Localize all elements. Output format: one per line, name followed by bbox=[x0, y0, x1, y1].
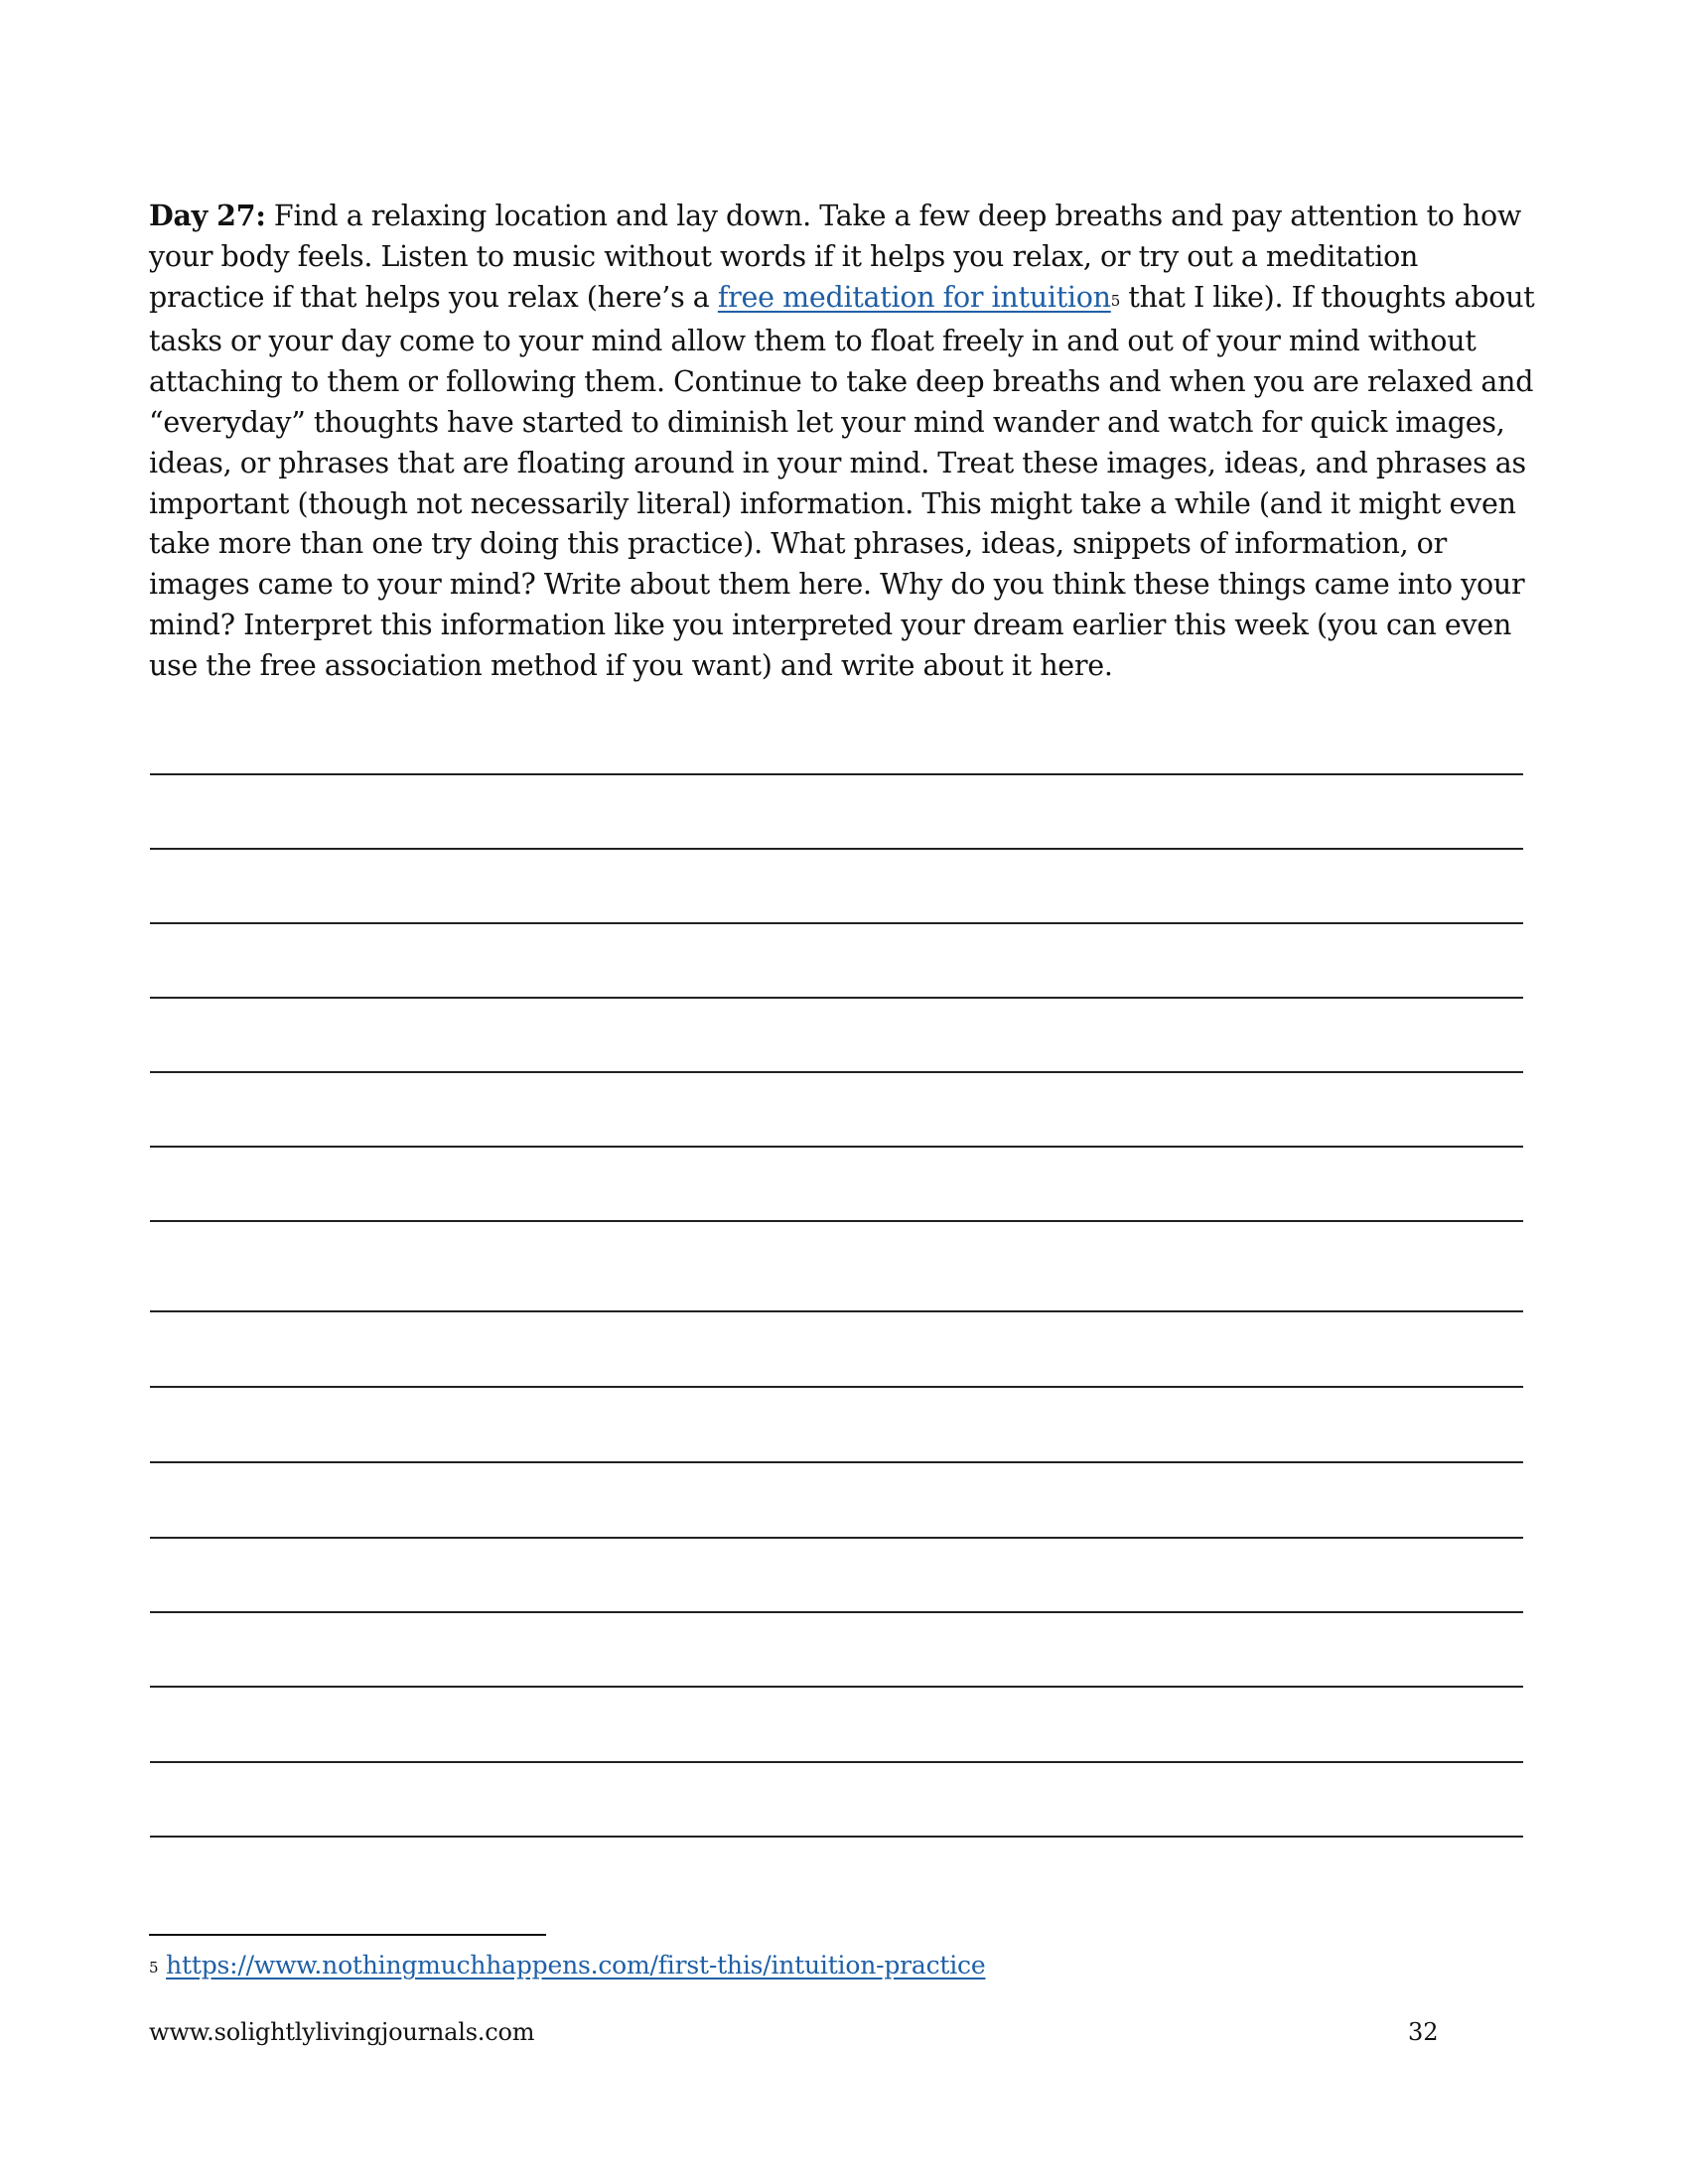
writing-line[interactable] bbox=[150, 1386, 1523, 1388]
writing-line[interactable] bbox=[150, 1761, 1523, 1763]
writing-line[interactable] bbox=[150, 1146, 1523, 1148]
writing-line[interactable] bbox=[150, 1220, 1523, 1222]
writing-line[interactable] bbox=[150, 922, 1523, 924]
writing-line[interactable] bbox=[150, 1537, 1523, 1539]
day-label: Day 27: bbox=[149, 199, 266, 232]
footnote bbox=[149, 1949, 985, 1985]
writing-line[interactable] bbox=[150, 1071, 1523, 1073]
page-number: 32 bbox=[1408, 2018, 1439, 2046]
writing-line[interactable] bbox=[150, 997, 1523, 999]
prompt-text-end: that I like). If thoughts about tasks or your day come to your mind allow them to float freely in and out of your mind without attaching to them or following them. Continue to take deep breaths and when you are relaxed and “everyday” thoughts have started to diminish let your mind wander and watch for quick images, ideas, or phrases that are floating around in your mind. Treat these images, ideas, and phrases as important (though not necessarily literal) information. This might take a while (and it might even take more than one try doing this practice). What phrases, ideas, snippets of information, or images came to your mind? Write about them here. Why do you think these things came into your mind? Interpret this information like you interpreted your dream earlier this week (you can even use the free association method if you want) and write about it here. bbox=[149, 280, 1535, 682]
footnote-separator bbox=[149, 1934, 546, 1936]
footnote-url-link[interactable]: https://www.nothingmuchhappens.com/first-this/intuition-practice bbox=[166, 1951, 986, 1979]
writing-line[interactable] bbox=[150, 773, 1523, 775]
day-27-prompt bbox=[149, 196, 1539, 687]
writing-line[interactable] bbox=[150, 1686, 1523, 1688]
writing-line[interactable] bbox=[150, 1836, 1523, 1838]
meditation-link[interactable]: free meditation for intuition bbox=[717, 280, 1111, 314]
prompt-text-start: Find a relaxing location and lay down. Take a few deep breaths and pay attention to how your body feels. Listen to music without words if it helps you relax, or try out a meditation practice if that helps you relax (here’s a bbox=[149, 200, 1522, 314]
writing-line[interactable] bbox=[150, 848, 1523, 850]
writing-line[interactable] bbox=[150, 1611, 1523, 1613]
writing-line[interactable] bbox=[150, 1310, 1523, 1312]
footnote-ref: 5 bbox=[1110, 291, 1121, 310]
footnote-number: 5 bbox=[149, 1959, 159, 1977]
writing-line[interactable] bbox=[150, 1461, 1523, 1463]
footer-website: www.solightlylivingjournals.com bbox=[149, 2018, 535, 2046]
